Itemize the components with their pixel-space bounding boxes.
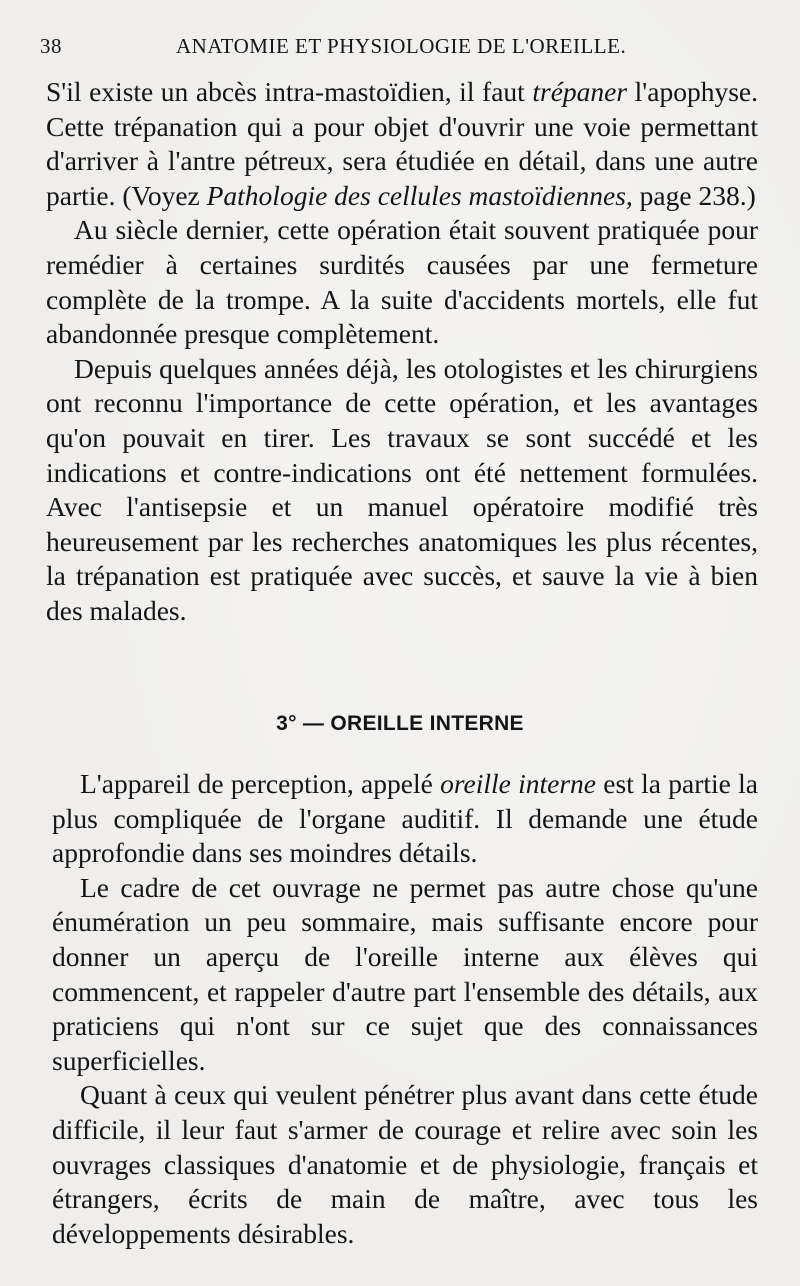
paragraph-appareil-perception <box>52 767 758 871</box>
italic-term-oreille-interne: oreille interne <box>440 768 597 799</box>
page-number: 38 <box>40 34 62 58</box>
text-run: est la partie la plus compliquée de l'organe auditif. Il demande une étude approfondie dans ses moindres détails. <box>52 768 758 869</box>
paragraph-depuis-quelques-annees: Depuis quelques années déjà, les otologistes et les chirurgiens ont reconnu l'importance de cette opération, et les avantages qu'on pouvait en tirer. Les travaux se sont succédé et les indications et contre-indications ont été nettement formulées. Avec l'antisepsie et un manuel opératoire modifié très heureusement par les recherches anatomiques les plus récentes, la trépanation est pratiquée avec succès, et sauve la vie à bien des malades. <box>46 352 758 626</box>
paragraph-abces <box>46 75 758 213</box>
paragraph-siecle-dernier: Au siècle dernier, cette opération était souvent pratiquée pour remédier à certaines surdités causées par une fermeture complète de la trompe. A la suite d'accidents mortels, elle fut abandonnée presque complètement. <box>46 214 758 350</box>
running-title: ANATOMIE ET PHYSIOLOGIE DE L'OREILLE. <box>176 34 627 58</box>
text-block-top <box>46 75 758 629</box>
italic-term-trepaner: trépaner <box>532 76 628 107</box>
text-run: page 238.) <box>632 179 756 211</box>
section-heading: 3° — OREILLE INTERNE <box>276 712 524 735</box>
text-run: l'apophyse. Cette trépanation qui a pour objet d'ouvrir une voie permettant d'arriver à l'antre pétreux, sera étudiée en détail, dans une autre partie. (Voyez <box>46 76 758 211</box>
italic-reference-pathologie: Pathologie des cellules mastoïdiennes, <box>206 179 633 211</box>
text-run: S'il existe un abcès intra-mastoïdien, il faut <box>46 76 533 107</box>
running-head <box>40 34 760 64</box>
text-run: L'appareil de perception, appelé <box>80 768 441 799</box>
paragraph-quant-a-ceux: Quant à ceux qui veulent pénétrer plus avant dans cette étude difficile, il leur faut s'armer de courage et relire avec soin les ouvrages classiques d'anatomie et de physiologie, français et étrangers, écrits de main de maître, avec tous les développements désirables. <box>52 1079 758 1249</box>
paragraph-cadre-ouvrage: Le cadre de cet ouvrage ne permet pas autre chose qu'une énumération un peu sommaire, mais suffisante encore pour donner un aperçu de l'oreille interne aux élèves qui commencent, et rappeler d'autre part l'ensemble des détails, aux praticiens qui n'ont sur ce sujet que des connaissances superficielles. <box>52 871 758 1076</box>
text-block-bottom <box>52 767 758 1251</box>
